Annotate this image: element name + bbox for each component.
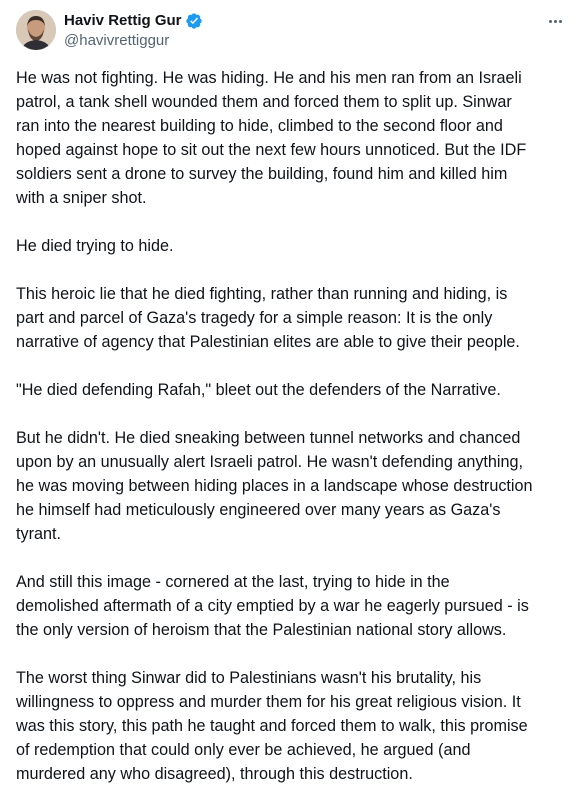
- tweet-text: [16, 66, 572, 810]
- verified-badge-icon: [185, 12, 203, 30]
- avatar[interactable]: [16, 10, 56, 50]
- tweet-paragraph: But he didn't. He died sneaking between tunnel networks and chanced upon by an unusually alert Israeli patrol. He wasn't defending anything, he was moving between hiding places in a landscape whose destruction he himself had meticulously engineered over many years as Gaza's tyrant.: [16, 429, 533, 543]
- tweet-paragraph: He died trying to hide.: [16, 237, 174, 255]
- tweet-header: [16, 10, 565, 52]
- tweet-paragraph: And still this image - cornered at the last, trying to hide in the demolished aftermath of a city emptied by a war he eagerly pursued - is the only version of heroism that the Palestinian national story allows.: [16, 573, 529, 639]
- tweet-paragraph: The worst thing Sinwar did to Palestinians wasn't his brutality, his willingness to oppress and murder them for his great religious vision. It was this story, this path he taught and forced them to walk, this promise of redemption that could only ever be achieved, he argued (and murdered any who disagreed), through this destruction.: [16, 669, 528, 783]
- tweet-paragraph: He was not fighting. He was hiding. He and his men ran from an Israeli patrol, a tank shell wounded them and forced them to split up. Sinwar ran into the nearest building to hide, climbed to the second floor and hoped against hope to sit out the next few hours unnoticed. But the IDF soldiers sent a drone to survey the building, found him and killed him with a sniper shot.: [16, 69, 527, 207]
- display-name-row: [64, 12, 203, 30]
- tweet-paragraph: This heroic lie that he died fighting, rather than running and hiding, is part and parcel of Gaza's tragedy for a simple reason: It is the only narrative of agency that Palestinian elites are able to give their people.: [16, 285, 520, 351]
- more-options-icon[interactable]: [545, 12, 565, 30]
- author-names: [64, 12, 203, 50]
- handle[interactable]: @havivrettiggur: [64, 32, 170, 49]
- tweet-paragraph: "He died defending Rafah," bleet out the defenders of the Narrative.: [16, 381, 501, 399]
- display-name[interactable]: Haviv Rettig Gur: [64, 12, 182, 29]
